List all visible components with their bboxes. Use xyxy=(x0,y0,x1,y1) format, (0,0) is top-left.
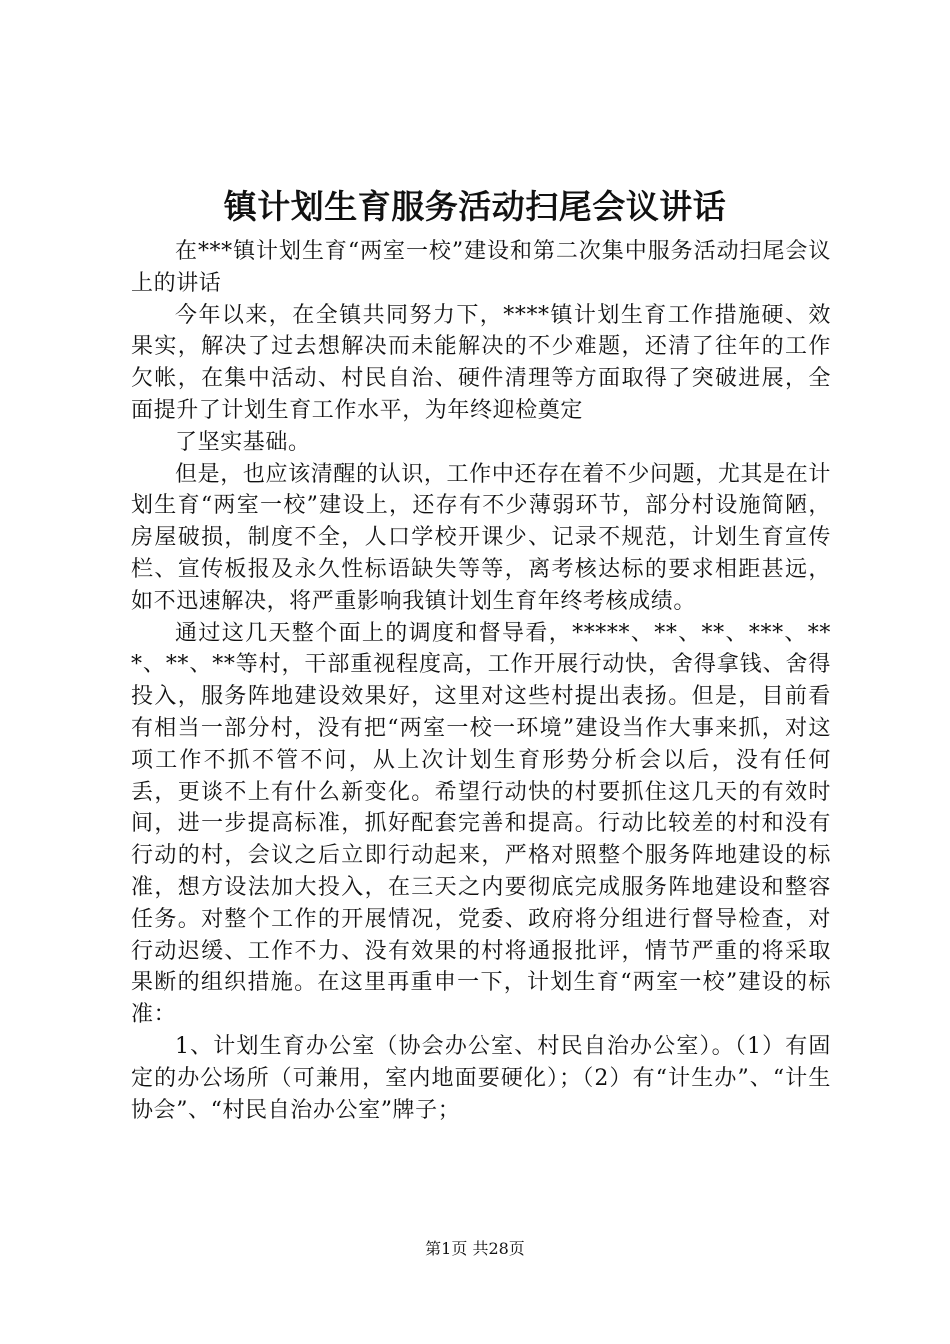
paragraph-intro: 今年以来，在全镇共同努力下，****镇计划生育工作措施硬、效果实，解决了过去想解决而未能解决的不少难题，还清了往年的工作欠帐，在集中活动、村民自治、硬件清理等方面取得了突破进展，全面提升了计划生育工作水平，为年终迎检奠定 xyxy=(131,302,831,423)
paragraph-inspection: 通过这几天整个面上的调度和督导看，*****、**、**、***、***、**、**等村，干部重视程度高，工作开展行动快，舍得拿钱、舍得投入，服务阵地建设效果好，这里对这些村提出表扬。但是，目前看有相当一部分村，没有把“两室一校一环境”建设当作大事来抓，对这项工作不抓不管不问，从上次计划生育形势分析会以后，没有任何丢，更谈不上有什么新变化。希望行动快的村要抓住这几天的有效时间，进一步提高标准，抓好配套完善和提高。行动比较差的村和没有行动的村，会议之后立即行动起来，严格对照整个服务阵地建设的标准，想方设法加大投入，在三天之内要彻底完成服务阵地建设和整容任务。对整个工作的开展情况，党委、政府将分组进行督导检查，对行动迟缓、工作不力、没有效果的村将通报批评，情节严重的将采取果断的组织措施。在这里再重申一下，计划生育“两室一校”建设的标准： xyxy=(131,620,831,1028)
paragraph-problems: 但是，也应该清醒的认识，工作中还存在着不少问题，尤其是在计划生育“两室一校”建设上，还存有不少薄弱环节，部分村设施简陋，房屋破损，制度不全，人口学校开课少、记录不规范，计划生育宣传栏、宣传板报及永久性标语缺失等等，离考核达标的要求相距甚远，如不迅速解决，将严重影响我镇计划生育年终考核成绩。 xyxy=(131,461,831,614)
document-body xyxy=(131,236,831,1126)
paragraph-intro-continued: 了坚实基础。 xyxy=(175,429,311,455)
page-number-footer: 第1页 共28页 xyxy=(425,1239,525,1258)
document-title: 镇计划生育服务活动扫尾会议讲话 xyxy=(223,187,727,226)
paragraph-subtitle: 在***镇计划生育“两室一校”建设和第二次集中服务活动扫尾会议上的讲话 xyxy=(131,239,831,296)
paragraph-standard-1: 1、计划生育办公室（协会办公室、村民自治办公室）。（1）有固定的办公场所（可兼用，室内地面要硬化）；（2）有“计生办”、“计生协会”、“村民自治办公室”牌子； xyxy=(131,1033,831,1123)
